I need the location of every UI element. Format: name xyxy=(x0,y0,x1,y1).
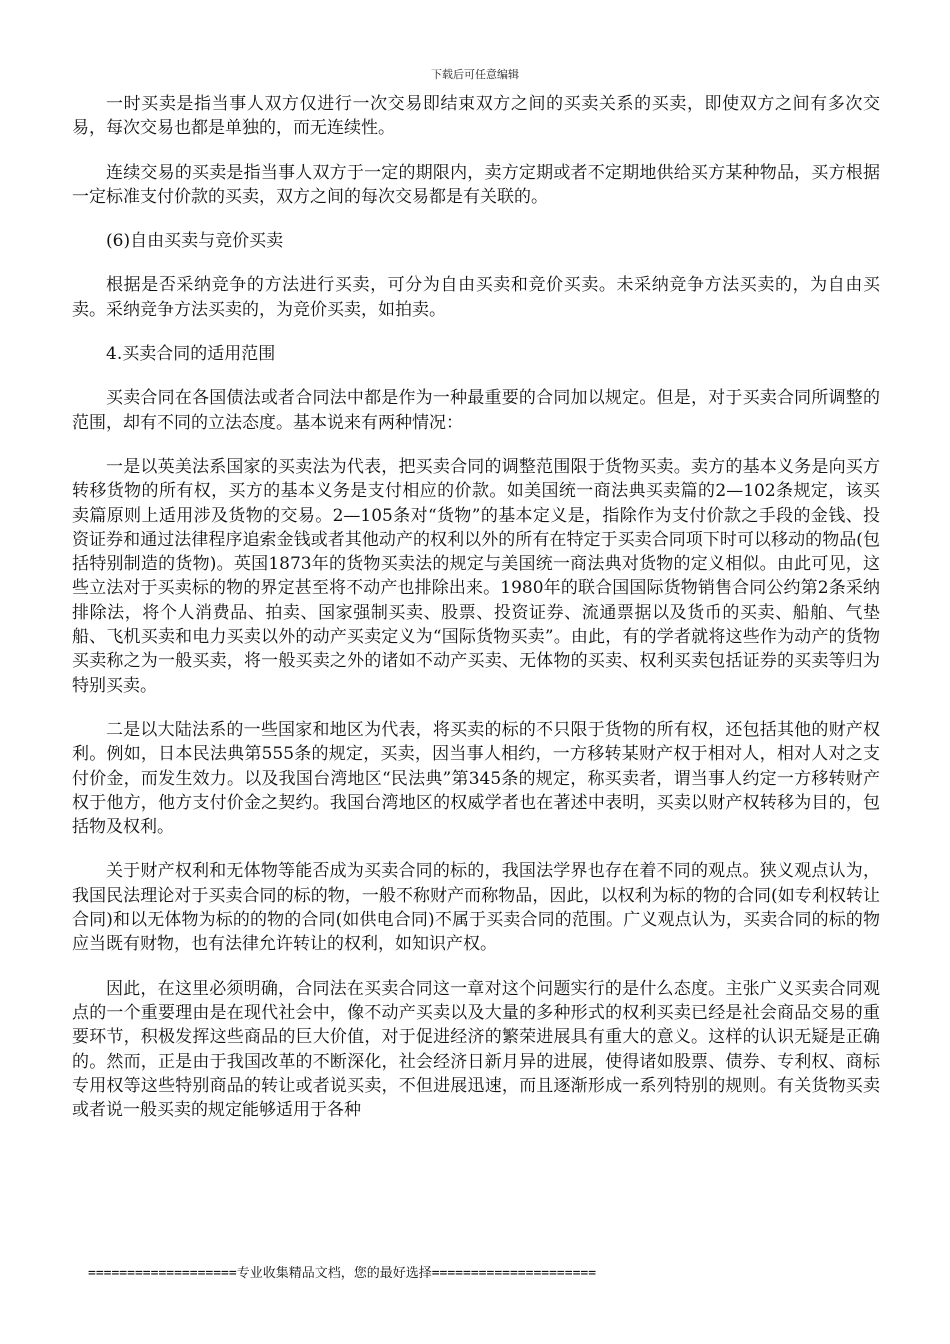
section-heading-scope: 4.买卖合同的适用范围 xyxy=(106,344,276,365)
paragraph-domestic-views: 关于财产权利和无体物等能否成为买卖合同的标的，我国法学界也存在着不同的观点。狭义观点认为，我国民法理论对于买卖合同的标的物，一般不称财产而称物品，因此，以权利为标的物的合同(如专利权转让合同)和以无体物为标的的物的合同(如供电合同)不属于买卖合同的范围。广义观点认为，买卖合同的标的物应当既有财物，也有法律允许转让的权利，如知识产权。 xyxy=(72,861,880,955)
paragraph-conclusion: 因此，在这里必须明确，合同法在买卖合同这一章对这个问题实行的是什么态度。主张广义买卖合同观点的一个重要理由是在现代社会中，像不动产买卖以及大量的多种形式的权利买卖已经是社会商品交易的重要环节，积极发挥这些商品的巨大价值，对于促进经济的繁荣进展具有重大的意义。这样的认识无疑是正确的。然而，正是由于我国改革的不断深化，社会经济日新月异的进展，使得诸如股票、债券、专利权、商标专用权等这些特别商品的转让或者说买卖，不但进展迅速，而且逐渐形成一系列特别的规则。有关货物买卖或者说一般买卖的规定能够适用于各种 xyxy=(72,978,880,1121)
paragraph-one-time-sale: 一时买卖是指当事人双方仅进行一次交易即结束双方之间的买卖关系的买卖，即使双方之间有多次交易，每次交易也都是单独的，而无连续性。 xyxy=(72,94,880,139)
paragraph-continuous-sale: 连续交易的买卖是指当事人双方于一定的期限内，卖方定期或者不定期地供给买方某种物品，买方根据一定标准支付价款的买卖，双方之间的每次交易都是有关联的。 xyxy=(72,162,880,207)
paragraph-civil-law: 二是以大陆法系的一些国家和地区为代表，将买卖的标的不只限于货物的所有权，还包括其他的财产权利。例如，日本民法典第555条的规定，买卖，因当事人相约，一方移转某财产权于相对人，相对人对之支付价金，而发生效力。以及我国台湾地区“民法典”第345条的规定，称买卖者，谓当事人约定一方移转财产权于他方，他方支付价金之契约。我国台湾地区的权威学者也在著述中表明，买卖以财产权转移为目的，包括物及权利。 xyxy=(72,719,880,838)
paragraph-free-vs-auction: 根据是否采纳竞争的方法进行买卖，可分为自由买卖和竞价买卖。未采纳竞争方法买卖的，为自由买卖。采纳竞争方法买卖的，为竞价买卖，如拍卖。 xyxy=(72,275,880,320)
section-heading-free-vs-auction: (6)自由买卖与竞价买卖 xyxy=(106,231,284,252)
paragraph-scope-intro: 买卖合同在各国债法或者合同法中都是作为一种最重要的合同加以规定。但是，对于买卖合同所调整的范围，却有不同的立法态度。基本说来有两种情况： xyxy=(72,388,880,433)
document-body xyxy=(72,92,880,1142)
page-header: 下载后可任意编辑 xyxy=(431,68,519,81)
page-footer: ===================专业收集精品文档，您的最好选择===================== xyxy=(88,1266,597,1281)
paragraph-common-law: 一是以英美法系国家的买卖法为代表，把买卖合同的调整范围限于货物买卖。卖方的基本义务是向买方转移货物的所有权，买方的基本义务是支付相应的价款。如美国统一商法典买卖篇的2—102条规定，该买卖篇原则上适用涉及货物的交易。2—105条对“货物”的基本定义是，指除作为支付价款之手段的金钱、投资证券和通过法律程序追索金钱或者其他动产的权利以外的所有在特定于买卖合同项下时可以移动的物品(包括特别制造的货物)。英国1873年的货物买卖法的规定与美国统一商法典对货物的定义相似。由此可见，这些立法对于买卖标的物的界定甚至将不动产也排除出来。1980年的联合国国际货物销售合同公约第2条采纳排除法，将个人消费品、拍卖、国家强制买卖、股票、投资证券、流通票据以及货币的买卖、船舶、气垫船、飞机买卖和电力买卖以外的动产买卖定义为“国际货物买卖”。由此，有的学者就将这些作为动产的货物买卖称之为一般买卖，将一般买卖之外的诸如不动产买卖、无体物的买卖、权利买卖包括证券的买卖等归为特别买卖。 xyxy=(72,456,880,696)
